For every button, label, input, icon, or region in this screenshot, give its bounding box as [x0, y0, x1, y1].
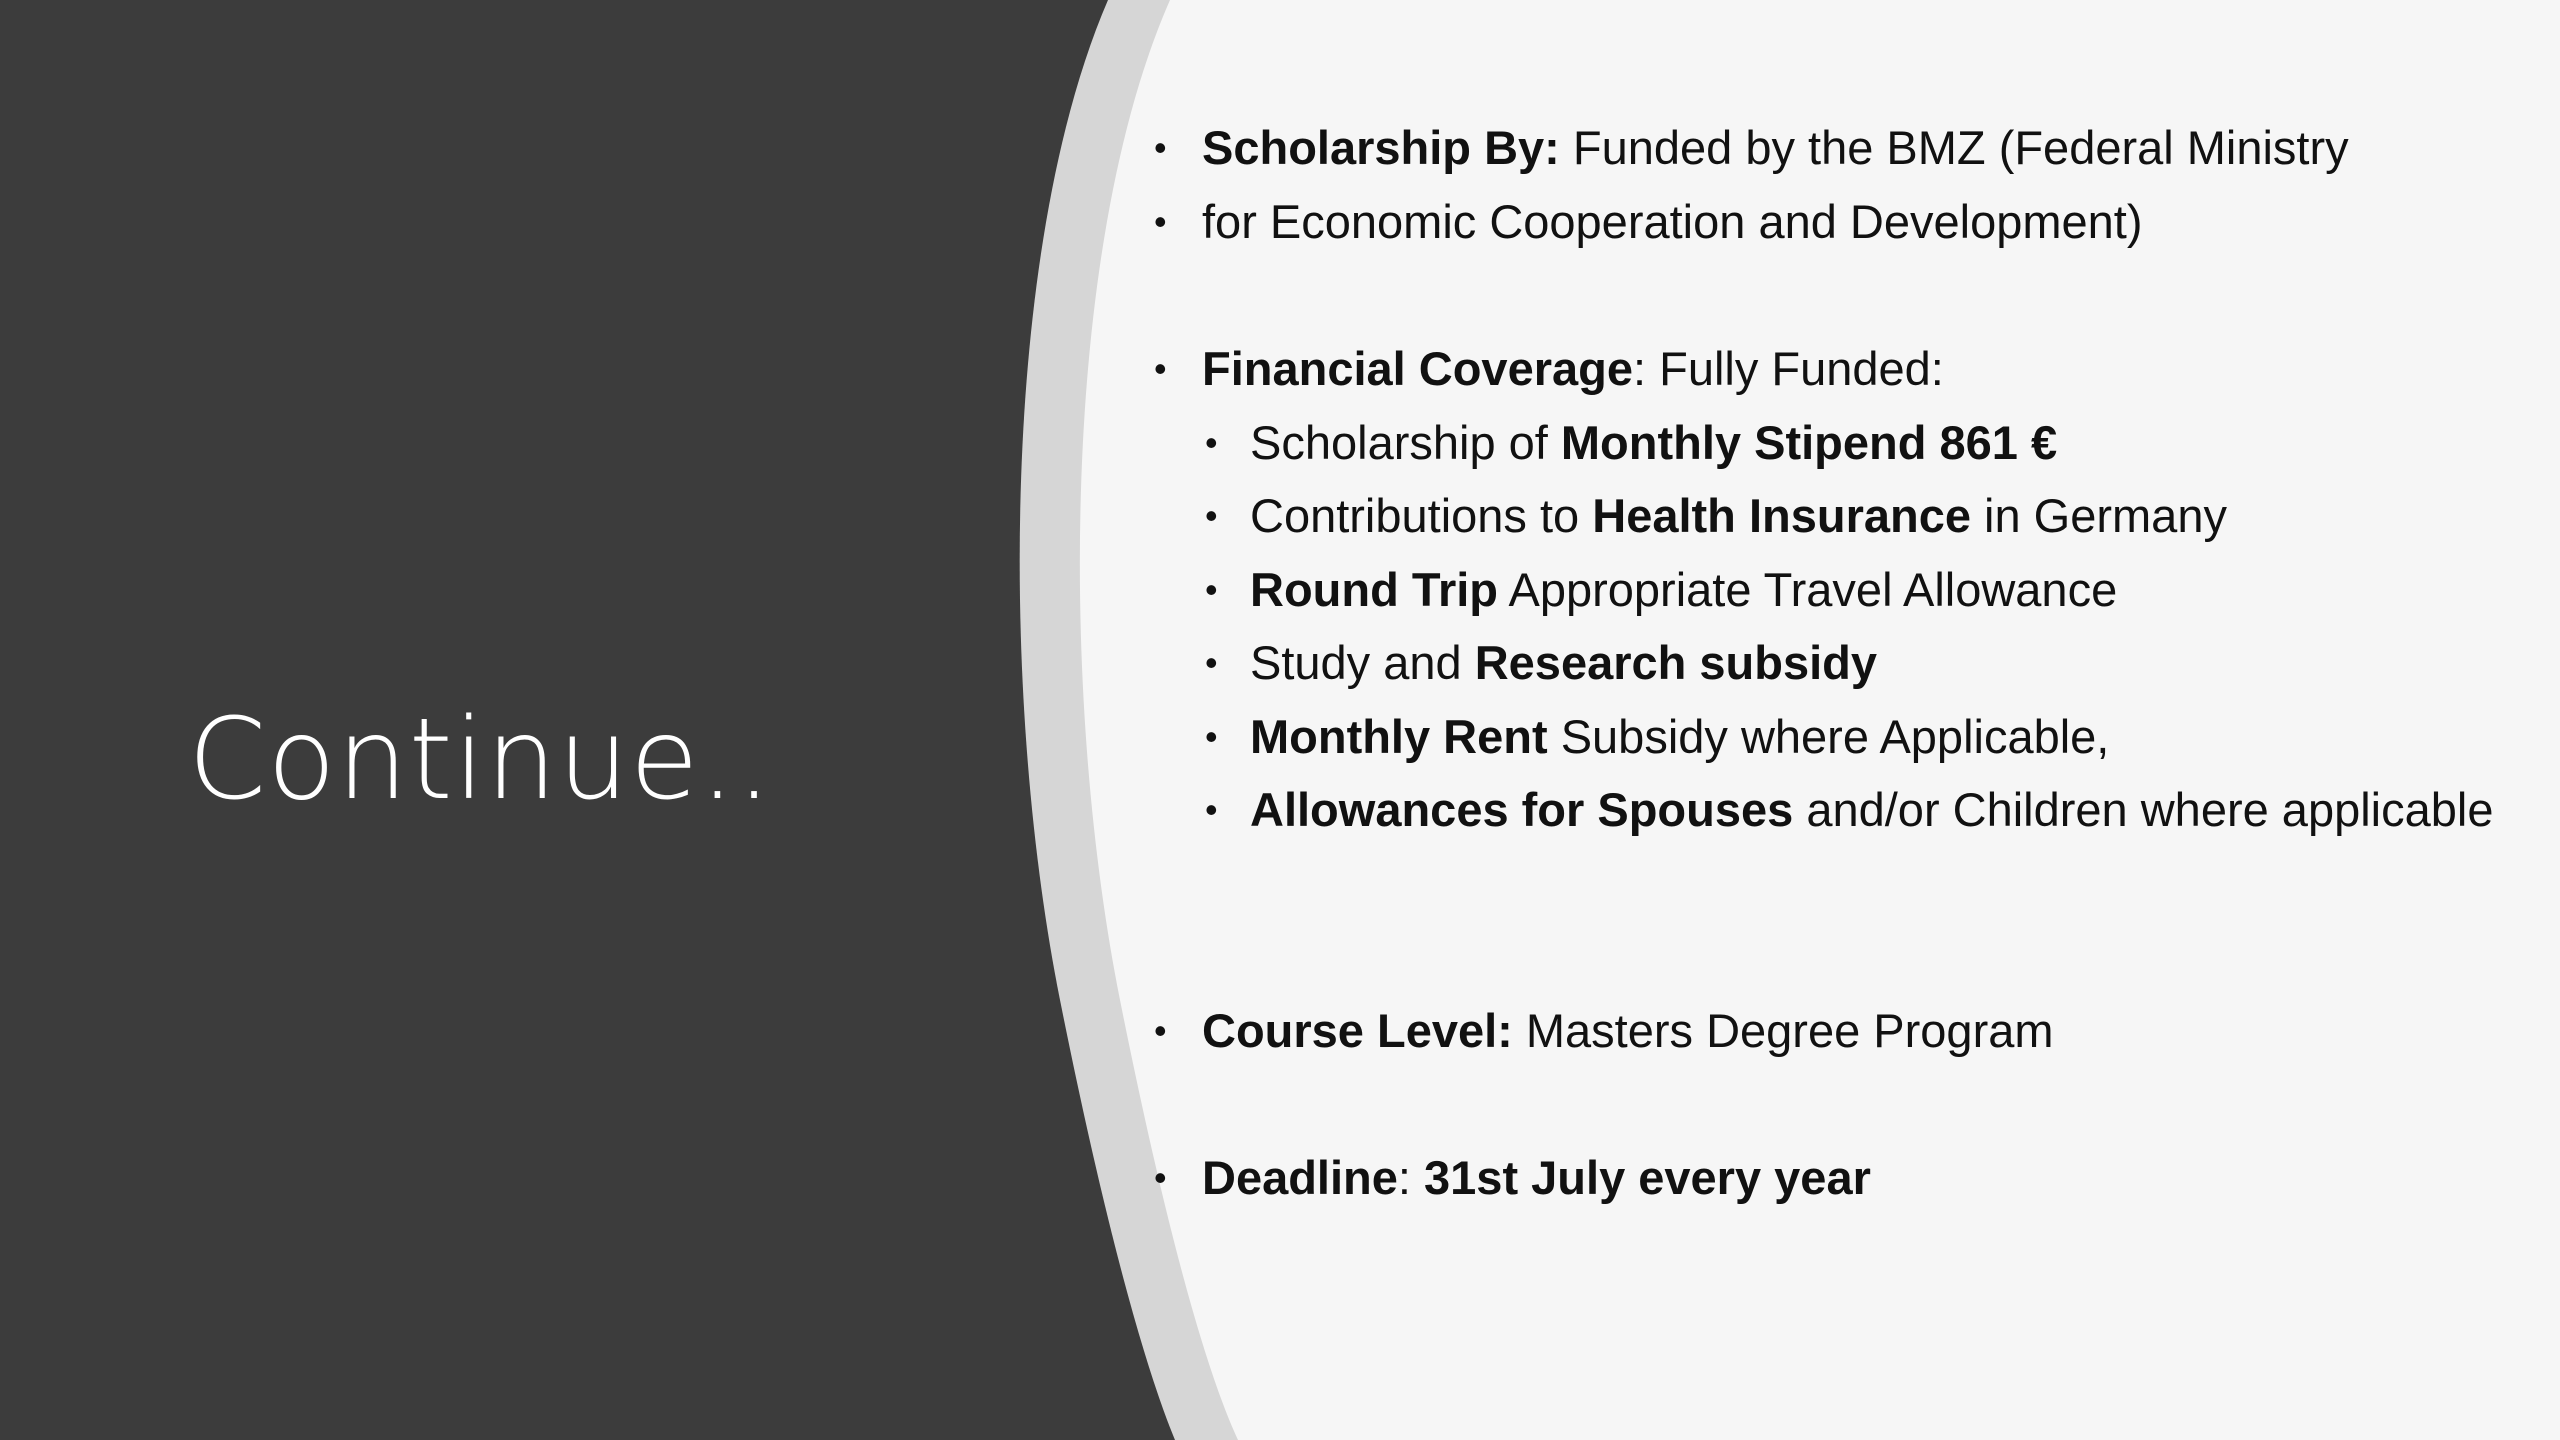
bullet-text: in Germany	[1970, 489, 2227, 542]
bullet-glyph: •	[1154, 348, 1167, 389]
sub-bullet-allowances	[1205, 780, 2494, 840]
bullet-text: for Economic Cooperation and Development)	[1202, 195, 2143, 248]
sub-bullet-health-insurance	[1205, 486, 2227, 546]
bullet-text: :	[1397, 1151, 1425, 1204]
bullet-glyph: •	[1154, 1157, 1167, 1198]
bullet-text: Subsidy where Applicable,	[1547, 710, 2110, 763]
bullet-course-level	[1154, 1001, 2054, 1061]
bullet-glyph: •	[1205, 422, 1218, 463]
bullet-scholarship-by	[1154, 118, 2349, 178]
bullet-text: Scholarship of	[1250, 416, 1561, 469]
sub-bullet-monthly-rent	[1205, 707, 2110, 767]
bullet-text: Masters Degree Program	[1512, 1004, 2054, 1057]
bullet-label: Deadline	[1202, 1151, 1398, 1204]
bullet-emphasis: Monthly Stipend 861 €	[1560, 416, 2058, 469]
slide-title: Continue..	[188, 695, 773, 825]
bullet-glyph: •	[1205, 495, 1218, 536]
bullet-funder-continuation	[1154, 192, 2143, 252]
bullet-emphasis: Round Trip	[1250, 563, 1499, 616]
sub-bullet-round-trip	[1205, 560, 2118, 620]
bullet-glyph: •	[1205, 569, 1218, 610]
bullet-emphasis: Research subsidy	[1474, 636, 1878, 689]
bullet-emphasis: Allowances for Spouses	[1250, 783, 1794, 836]
bullet-emphasis: Monthly Rent	[1250, 710, 1548, 763]
bullet-financial-coverage	[1154, 339, 1944, 399]
bullet-glyph: •	[1205, 716, 1218, 757]
deadline-date: 31st July every year	[1424, 1151, 1871, 1204]
sub-bullet-research-subsidy	[1205, 633, 1878, 693]
bullet-text: : Fully Funded:	[1633, 342, 1944, 395]
bullet-glyph: •	[1154, 127, 1167, 168]
sub-bullet-stipend	[1205, 413, 2058, 473]
bullet-glyph: •	[1205, 642, 1218, 683]
bullet-glyph: •	[1154, 1010, 1167, 1051]
bullet-text: and/or Children where applicable	[1793, 783, 2494, 836]
bullet-text: Study and	[1250, 636, 1475, 689]
bullet-glyph: •	[1205, 789, 1218, 830]
bullet-text: Funded by the BMZ (Federal Ministry	[1559, 121, 2349, 174]
bullet-text: Contributions to	[1250, 489, 1593, 542]
bullet-glyph: •	[1154, 201, 1167, 242]
bullet-deadline	[1154, 1148, 1871, 1208]
bullet-text: Appropriate Travel Allowance	[1498, 563, 2118, 616]
bullet-label: Course Level:	[1202, 1004, 1513, 1057]
bullet-emphasis: Health Insurance	[1592, 489, 1971, 542]
bullet-label: Financial Coverage	[1202, 342, 1633, 395]
bullet-label: Scholarship By:	[1202, 121, 1560, 174]
